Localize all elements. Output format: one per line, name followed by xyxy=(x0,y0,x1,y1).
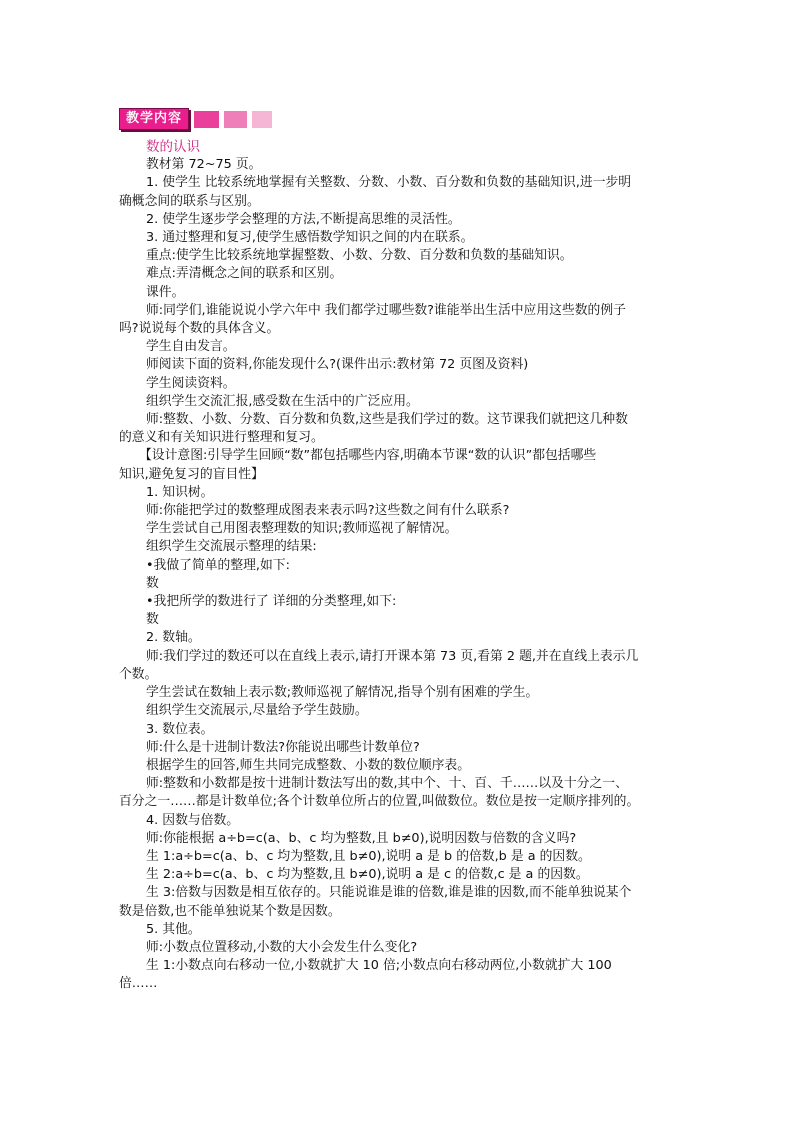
section-heading: 2. 数轴。 xyxy=(146,630,201,646)
text-line: 教材第 72~75 页。 xyxy=(146,157,262,173)
text-line: 生 1:小数点向右移动一位,小数就扩大 10 倍;小数点向右移动两位,小数就扩大 100 xyxy=(146,958,612,974)
text-line: 生 2:a÷b=c(a、b、c 均为整数,且 b≠0),说明 a 是 c 的倍数,c 是 a 的因数。 xyxy=(146,867,589,883)
text-line: 师阅读下面的资料,你能发现什么?(课件出示:教材第 72 页图及资料) xyxy=(146,357,529,373)
text-line: 数是倍数,也不能单独说某个数是因数。 xyxy=(119,903,341,919)
text-line: 师:整数和小数都是按十进制计数法写出的数,其中个、十、百、千……以及十分之一、 xyxy=(146,776,628,792)
bullet-line: •我把所学的数进行了 详细的分类整理,如下: xyxy=(146,594,397,610)
banner-decoration-square xyxy=(224,111,247,128)
text-line: 学生尝试自己用图表整理数的知识;教师巡视了解情况。 xyxy=(146,521,458,537)
lesson-title: 数的认识 xyxy=(146,139,200,155)
section-heading: 5. 其他。 xyxy=(146,921,201,937)
text-line: 组织学生交流展示,尽量给予学生鼓励。 xyxy=(146,703,368,719)
section-heading: 4. 因数与倍数。 xyxy=(146,812,240,828)
text-line: 数 xyxy=(146,575,159,591)
text-line: 确概念间的联系与区别。 xyxy=(119,193,260,209)
text-line: 的意义和有关知识进行整理和复习。 xyxy=(119,430,324,446)
text-line: 师:同学们,谁能说说小学六年中 我们都学过哪些数?谁能举出生活中应用这些数的例子 xyxy=(146,302,626,318)
text-line: 组织学生交流展示整理的结果: xyxy=(146,539,317,555)
text-line: 个数。 xyxy=(119,666,158,682)
text-line: 3. 通过整理和复习,使学生感悟数学知识之间的内在联系。 xyxy=(146,230,474,246)
text-line: 学生阅读资料。 xyxy=(146,375,236,391)
text-line: 2. 使学生逐步学会整理的方法,不断提高思维的灵活性。 xyxy=(146,211,461,227)
design-intent-line: 知识,避免复习的盲目性】 xyxy=(119,466,264,482)
section-banner-label: 教学内容 xyxy=(119,108,189,130)
text-line: 生 1:a÷b=c(a、b、c 均为整数,且 b≠0),说明 a 是 b 的倍数,b 是 a 的因数。 xyxy=(146,848,591,864)
text-line: 数 xyxy=(146,612,159,628)
banner-decoration-square xyxy=(194,111,219,128)
text-line: 师:什么是十进制计数法?你能说出哪些计数单位? xyxy=(146,739,420,755)
text-line: 1. 使学生 比较系统地掌握有关整数、分数、小数、百分数和负数的基础知识,进一步明 xyxy=(146,175,632,191)
text-line: 根据学生的回答,师生共同完成整数、小数的数位顺序表。 xyxy=(146,757,470,773)
bullet-line: •我做了简单的整理,如下: xyxy=(146,557,290,573)
text-line: 重点:使学生比较系统地掌握整数、小数、分数、百分数和负数的基础知识。 xyxy=(146,248,573,264)
design-intent-line: 【设计意图:引导学生回顾“数”都包括哪些内容,明确本节课“数的认识”都包括哪些 xyxy=(139,448,597,464)
text-line: 生 3:倍数与因数是相互依存的。只能说谁是谁的倍数,谁是谁的因数,而不能单独说某个 xyxy=(146,885,632,901)
text-line: 学生尝试在数轴上表示数;教师巡视了解情况,指导个别有困难的学生。 xyxy=(146,685,539,701)
text-line: 师:小数点位置移动,小数的大小会发生什么变化? xyxy=(146,939,418,955)
section-heading: 1. 知识树。 xyxy=(146,484,214,500)
text-line: 吗?说说每个数的具体含义。 xyxy=(119,321,280,337)
text-line: 师:你能根据 a÷b=c(a、b、c 均为整数,且 b≠0),说明因数与倍数的含义吗? xyxy=(146,830,577,846)
text-line: 组织学生交流汇报,感受数在生活中的广泛应用。 xyxy=(146,393,419,409)
text-line: 倍…… xyxy=(119,976,158,992)
text-line: 学生自由发言。 xyxy=(146,339,236,355)
text-line: 师:整数、小数、分数、百分数和负数,这些是我们学过的数。这节课我们就把这几种数 xyxy=(146,412,628,428)
banner-decoration-square xyxy=(252,111,272,128)
section-banner xyxy=(119,108,272,130)
text-line: 百分之一……都是计数单位;各个计数单位所占的位置,叫做数位。数位是按一定顺序排列的。 xyxy=(119,794,640,810)
section-heading: 3. 数位表。 xyxy=(146,721,214,737)
text-line: 师:我们学过的数还可以在直线上表示,请打开课本第 73 页,看第 2 题,并在直线上表示几 xyxy=(146,648,639,664)
text-line: 难点:弄清概念之间的联系和区别。 xyxy=(146,266,343,282)
text-line: 师:你能把学过的数整理成图表来表示吗?这些数之间有什么联系? xyxy=(146,503,510,519)
lesson-content xyxy=(119,138,679,994)
text-line: 课件。 xyxy=(146,284,185,300)
